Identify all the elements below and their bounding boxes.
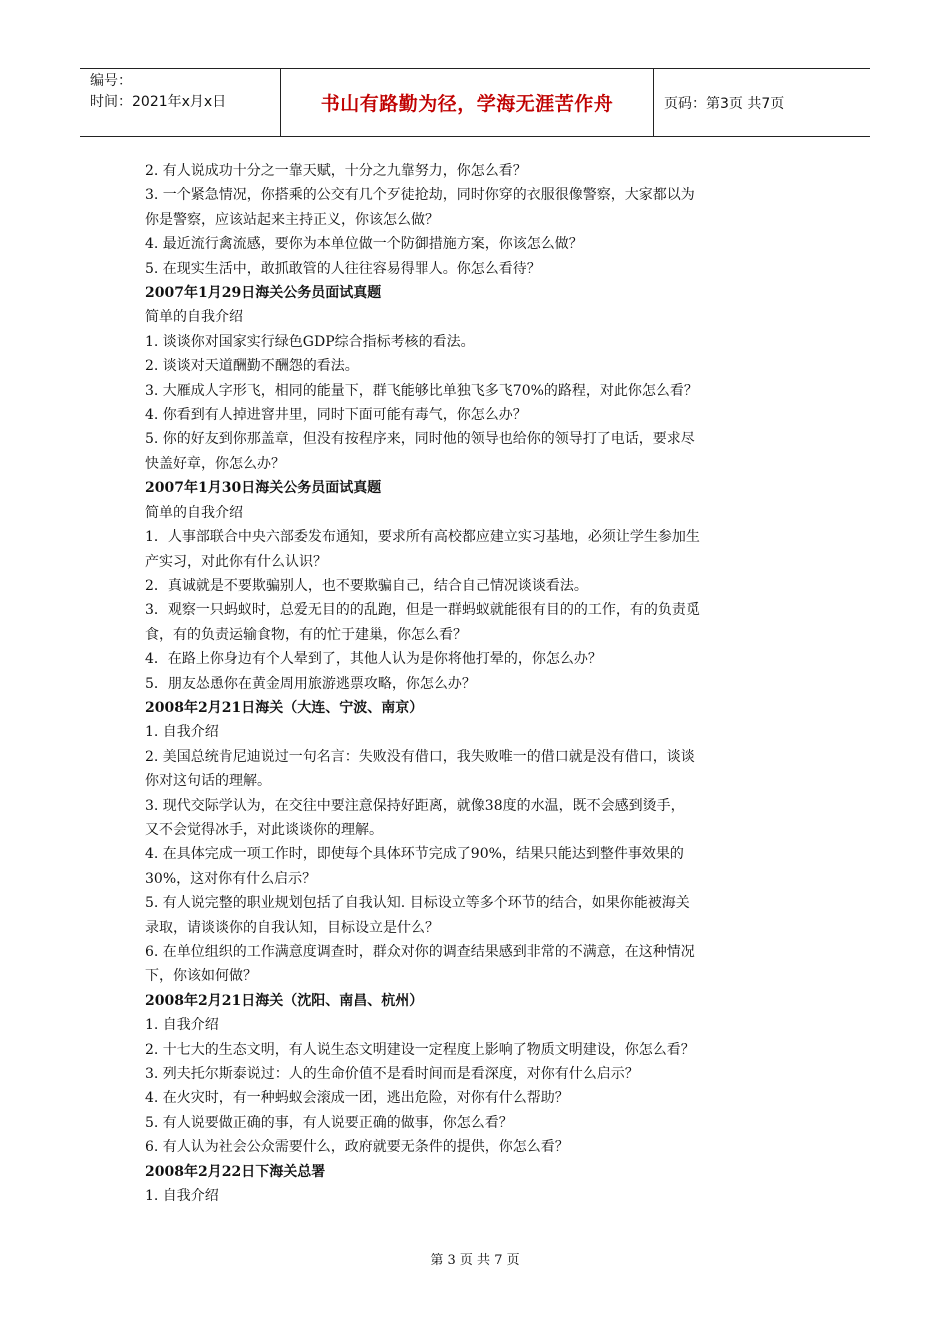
text-line: 又不会觉得冰手，对此谈谈你的理解。 (145, 821, 383, 838)
header-info (80, 69, 281, 136)
header-page-label: 页码：第3页 共7页 (664, 95, 785, 112)
text-line: 2. 谈谈对天道酬勤不酬怨的看法。 (145, 358, 359, 375)
text-line: 3. 一个紧急情况，你搭乘的公交有几个歹徒抢劫，同时你穿的衣服很像警察，大家都以为 (145, 187, 695, 204)
header-motto: 书山有路勤为径，学海无涯苦作舟 (281, 69, 654, 136)
text-line: 3. 现代交际学认为，在交往中要注意保持好距离，就像38度的水温，既不会感到烫手， (145, 797, 685, 814)
text-line: 4. 在火灾时，有一种蚂蚁会滚成一团，逃出危险，对你有什么帮助？ (145, 1090, 569, 1107)
text-line: 快盖好章，你怎么办？ (145, 455, 285, 472)
text-line: 6. 在单位组织的工作满意度调查时，群众对你的调查结果感到非常的不满意，在这种情况 (145, 944, 695, 960)
text-line: 1．人事部联合中央六部委发布通知，要求所有高校都应建立实习基地，必须让学生参加生 (145, 529, 700, 546)
text-line: 1. 自我介绍 (145, 724, 219, 741)
text-line: 2. 十七大的生态文明，有人说生态文明建设一定程度上影响了物质文明建设，你怎么看？ (145, 1041, 695, 1058)
text-line: 1. 谈谈你对国家实行绿色GDP综合指标考核的看法。 (145, 333, 475, 350)
section-heading: 2007年1月30日海关公务员面试真题 (145, 480, 382, 497)
page-footer: 第 3 页 共 7 页 (430, 1253, 520, 1268)
text-line: 4．在路上你身边有个人晕到了，其他人认为是你将他打晕的，你怎么办？ (145, 651, 602, 668)
text-line: 5. 你的好友到你那盖章，但没有按程序来，同时他的领导也给你的领导打了电话，要求尽 (145, 431, 695, 448)
text-line: 5．朋友怂恿你在黄金周用旅游逃票攻略，你怎么办？ (145, 675, 476, 692)
text-line: 1. 自我介绍 (145, 1188, 219, 1205)
section-heading: 2008年2月21日海关（大连、宁波、南京） (145, 699, 424, 716)
text-line: 2. 美国总统肯尼迪说过一句名言：失败没有借口，我失败唯一的借口就是没有借口，谈谈 (145, 748, 695, 765)
text-line: 1. 自我介绍 (145, 1017, 219, 1034)
text-line: 简单的自我介绍 (145, 504, 243, 521)
page-header (80, 68, 870, 137)
text-line: 3. 列夫托尔斯泰说过：人的生命价值不是看时间而是看深度，对你有什么启示？ (145, 1066, 639, 1083)
text-line: 你是警察，应该站起来主持正义，你该怎么做？ (145, 211, 439, 228)
text-line: 3. 大雁成人字形飞，相同的能量下，群飞能够比单独飞多飞70%的路程，对此你怎么看？ (145, 382, 698, 399)
text-line: 5. 有人说完整的职业规划包括了自我认知. 目标设立等多个环节的结合，如果你能被海关 (145, 895, 690, 912)
section-heading: 2008年2月21日海关（沈阳、南昌、杭州） (145, 992, 424, 1009)
text-line: 6. 有人认为社会公众需要什么，政府就要无条件的提供，你怎么看？ (145, 1139, 569, 1156)
text-line: 你对这句话的理解。 (145, 773, 271, 790)
document-body (145, 159, 808, 1208)
text-line: 下，你该如何做？ (145, 968, 257, 985)
text-line: 4. 在具体完成一项工作时，即使每个具体环节完成了90%，结果只能达到整件事效果的 (145, 846, 684, 863)
section-heading: 2008年2月22日下海关总署 (145, 1163, 326, 1180)
text-line: 2．真诚就是不要欺骗别人，也不要欺骗自己，结合自己情况谈谈看法。 (145, 577, 588, 594)
text-line: 4. 你看到有人掉进窨井里，同时下面可能有毒气，你怎么办？ (145, 407, 527, 424)
text-line: 产实习，对此你有什么认识？ (145, 553, 327, 570)
text-line: 5. 有人说要做正确的事，有人说要正确的做事，你怎么看？ (145, 1114, 513, 1131)
text-line: 录取，请谈谈你的自我认知，目标设立是什么？ (145, 919, 439, 936)
text-line: 30%，这对你有什么启示？ (145, 870, 317, 887)
date-label: 时间：2021年x月x日 (90, 94, 227, 110)
text-line: 食，有的负责运输食物，有的忙于建巢，你怎么看？ (145, 626, 467, 643)
number-label: 编号： (90, 73, 132, 89)
text-line: 3．观察一只蚂蚁时，总爱无目的的乱跑，但是一群蚂蚁就能很有目的的工作，有的负责觅 (145, 602, 700, 619)
text-line: 简单的自我介绍 (145, 309, 243, 326)
text-line: 5. 在现实生活中，敢抓敢管的人往往容易得罪人。你怎么看待？ (145, 260, 541, 277)
section-heading: 2007年1月29日海关公务员面试真题 (145, 285, 382, 302)
text-line: 4. 最近流行禽流感，要你为本单位做一个防御措施方案，你该怎么做？ (145, 236, 583, 253)
text-line: 2. 有人说成功十分之一靠天赋，十分之九靠努力，你怎么看？ (145, 163, 527, 179)
